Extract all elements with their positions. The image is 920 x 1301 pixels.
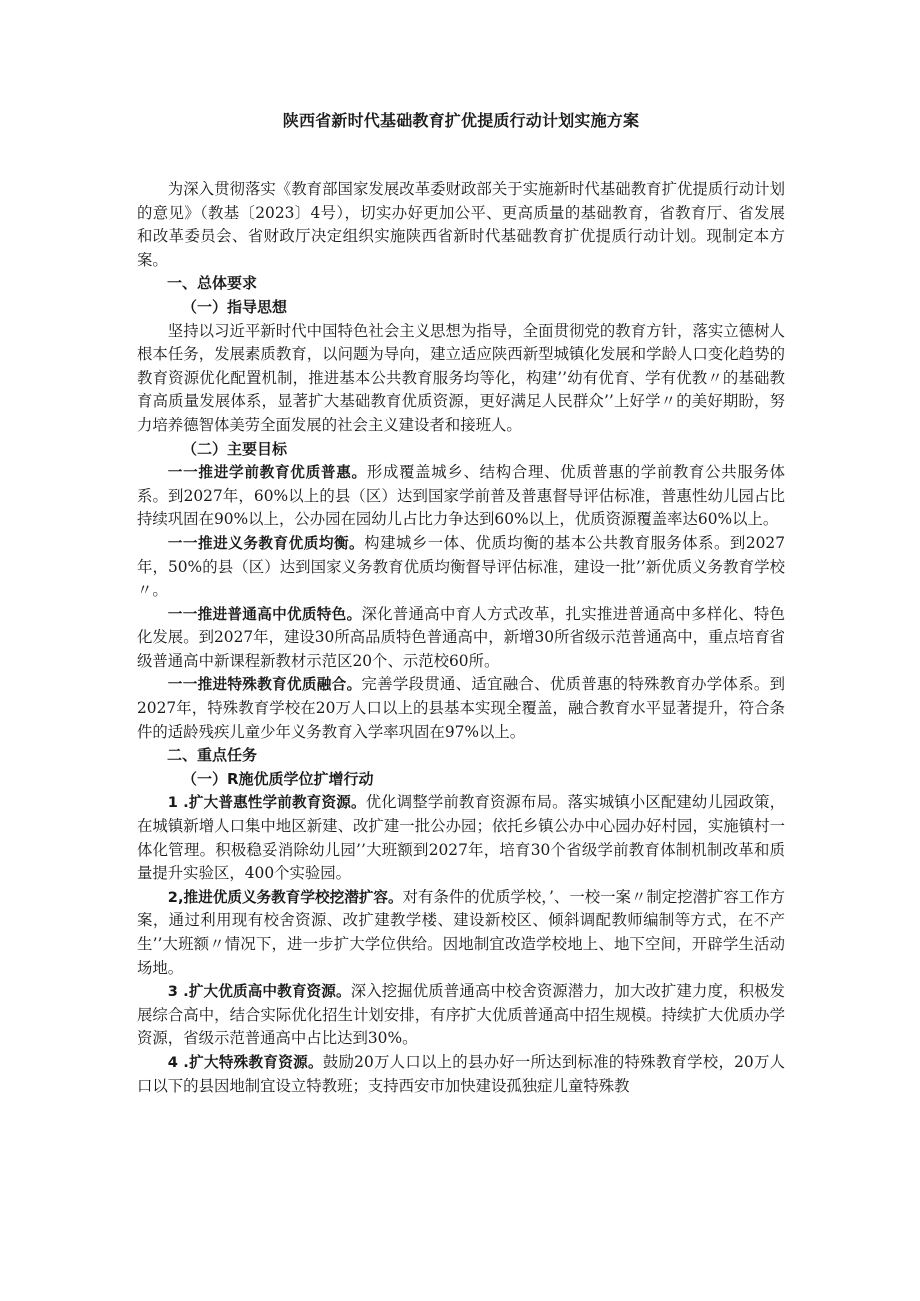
section-heading-general-requirements: 一、总体要求 <box>167 274 258 293</box>
goal-lead: 一一推进特殊教育优质融合。 <box>167 676 362 694</box>
subsection-heading-main-goals: （二）主要目标 <box>182 439 288 458</box>
section-heading-key-tasks: 二、重点任务 <box>167 746 258 765</box>
goal-text: 构建城乡一体、优质均衡的基本公共教育服务体系。到2027年，50%的县（区）达到国家义务教育优质均衡督导评估标准，建设一批’’新优质义务教育学校〃。 <box>137 533 785 600</box>
task-text: 深入挖掘优质普通高中校舍资源潜力，加大改扩建力度，积极发展综合高中，结合实际优化招生计划安排，有序扩大优质普通高中招生规模。持续扩大优质办学资源，省级示范普通高中占比达到30%。 <box>137 982 785 1048</box>
intro-paragraph: 为深入贯彻落实《教育部国家发展改革委财政部关于实施新时代基础教育扩优提质行动计划的意见》（教基〔2023〕4号），切实办好更加公平、更高质量的基础教育，省教育厅、省发展和改革委员会、省财政厅决定组织实施陕西省新时代基础教育扩优提质行动计划。现制定本方案。 <box>137 180 785 269</box>
task-text: 对有条件的优质学校，’、一校一案〃制定挖潜扩容工作方案，通过利用现有校舍资源、改扩建教学楼、建设新校区、倾斜调配教师编制等方式，在不产生’’大班额〃情况下，进一步扩大学位供给。因地制宜改造学校地上、地下空间，开辟学生活动场地。 <box>137 887 785 977</box>
goal-lead: 一一推进学前教育优质普惠。 <box>167 464 367 482</box>
task-lead: 4 .扩大特殊教育资源。 <box>167 1053 323 1071</box>
task-lead: 2,推进优质义务教育学校挖潜扩容。 <box>167 888 403 906</box>
task-paragraph <box>137 791 785 885</box>
goal-paragraph <box>137 673 785 744</box>
goal-lead: 一一推进普通高中优质特色。 <box>167 605 362 623</box>
goal-text: 深化普通高中育人方式改革，扎实推进普通高中多样化、特色化发展。到2027年，建设30所高品质特色普通高中，新增30所省级示范普通高中，重点培育省级普通高中新课程新教材示范区20个、示范校60所。 <box>137 604 785 670</box>
document-title: 陕西省新时代基础教育扩优提质行动计划实施方案 <box>282 111 640 130</box>
goal-paragraph <box>137 603 785 674</box>
task-paragraph <box>137 886 785 980</box>
goal-text: 完善学段贯通、适宜融合、优质普惠的特殊教育办学体系。到2027年，特殊教育学校在20万人口以上的县基本实现全覆盖，融合教育水平显著提升，符合条件的适龄残疾儿童少年义务教育入学率巩固在97%以上。 <box>137 675 785 741</box>
subsection-heading-guiding-ideology: （一）指导思想 <box>182 297 288 316</box>
task-lead: 3 .扩大优质高中教育资源。 <box>167 983 351 1001</box>
goal-lead: 一一推进义务教育优质均衡。 <box>167 534 365 552</box>
task-paragraph <box>137 1051 785 1098</box>
goal-paragraph <box>137 461 785 532</box>
document-body <box>137 178 785 1098</box>
task-paragraph <box>137 980 785 1051</box>
goal-text: 形成覆盖城乡、结构合理、优质普惠的学前教育公共服务体系。到2027年，60%以上的县（区）达到国家学前普及普惠督导评估标准，普惠性幼儿园占比持续巩固在90%以上，公办园在园幼儿占比力争达到60%以上，优质资源覆盖率达60%以上。 <box>137 463 785 529</box>
subsection-heading-degree-expansion: （一）R施优质学位扩增行动 <box>182 769 374 788</box>
task-text: 优化调整学前教育资源布局。落实城镇小区配建幼儿园政策，在城镇新增人口集中地区新建、改扩建一批公办园；依托乡镇公办中心园办好村园，实施镇村一体化管理。积极稳妥消除幼儿园’’大班额到2027年，培育30个省级学前教育体制机制改革和质量提升实验区，400个实验园。 <box>137 793 785 883</box>
guiding-ideology-paragraph: 坚持以习近平新时代中国特色社会主义思想为指导，全面贯彻党的教育方针，落实立德树人根本任务，发展素质教育，以问题为导向，建立适应陕西新型城镇化发展和学龄人口变化趋势的教育资源优化配置机制，推进基本公共教育服务均等化，构建’’幼有优育、学有优教〃的基础教育高质量发展体系，显著扩大基础教育优质资源，更好满足人民群众’’上好学〃的美好期盼，努力培养德智体美劳全面发展的社会主义建设者和接班人。 <box>137 321 785 434</box>
task-lead: 1 .扩大普惠性学前教育资源。 <box>167 794 366 812</box>
goal-paragraph <box>137 532 785 603</box>
task-text: 鼓励20万人口以上的县办好一所达到标准的特殊教育学校，20万人口以下的县因地制宜设立特教班；支持西安市加快建设孤独症儿童特殊教 <box>137 1052 785 1095</box>
